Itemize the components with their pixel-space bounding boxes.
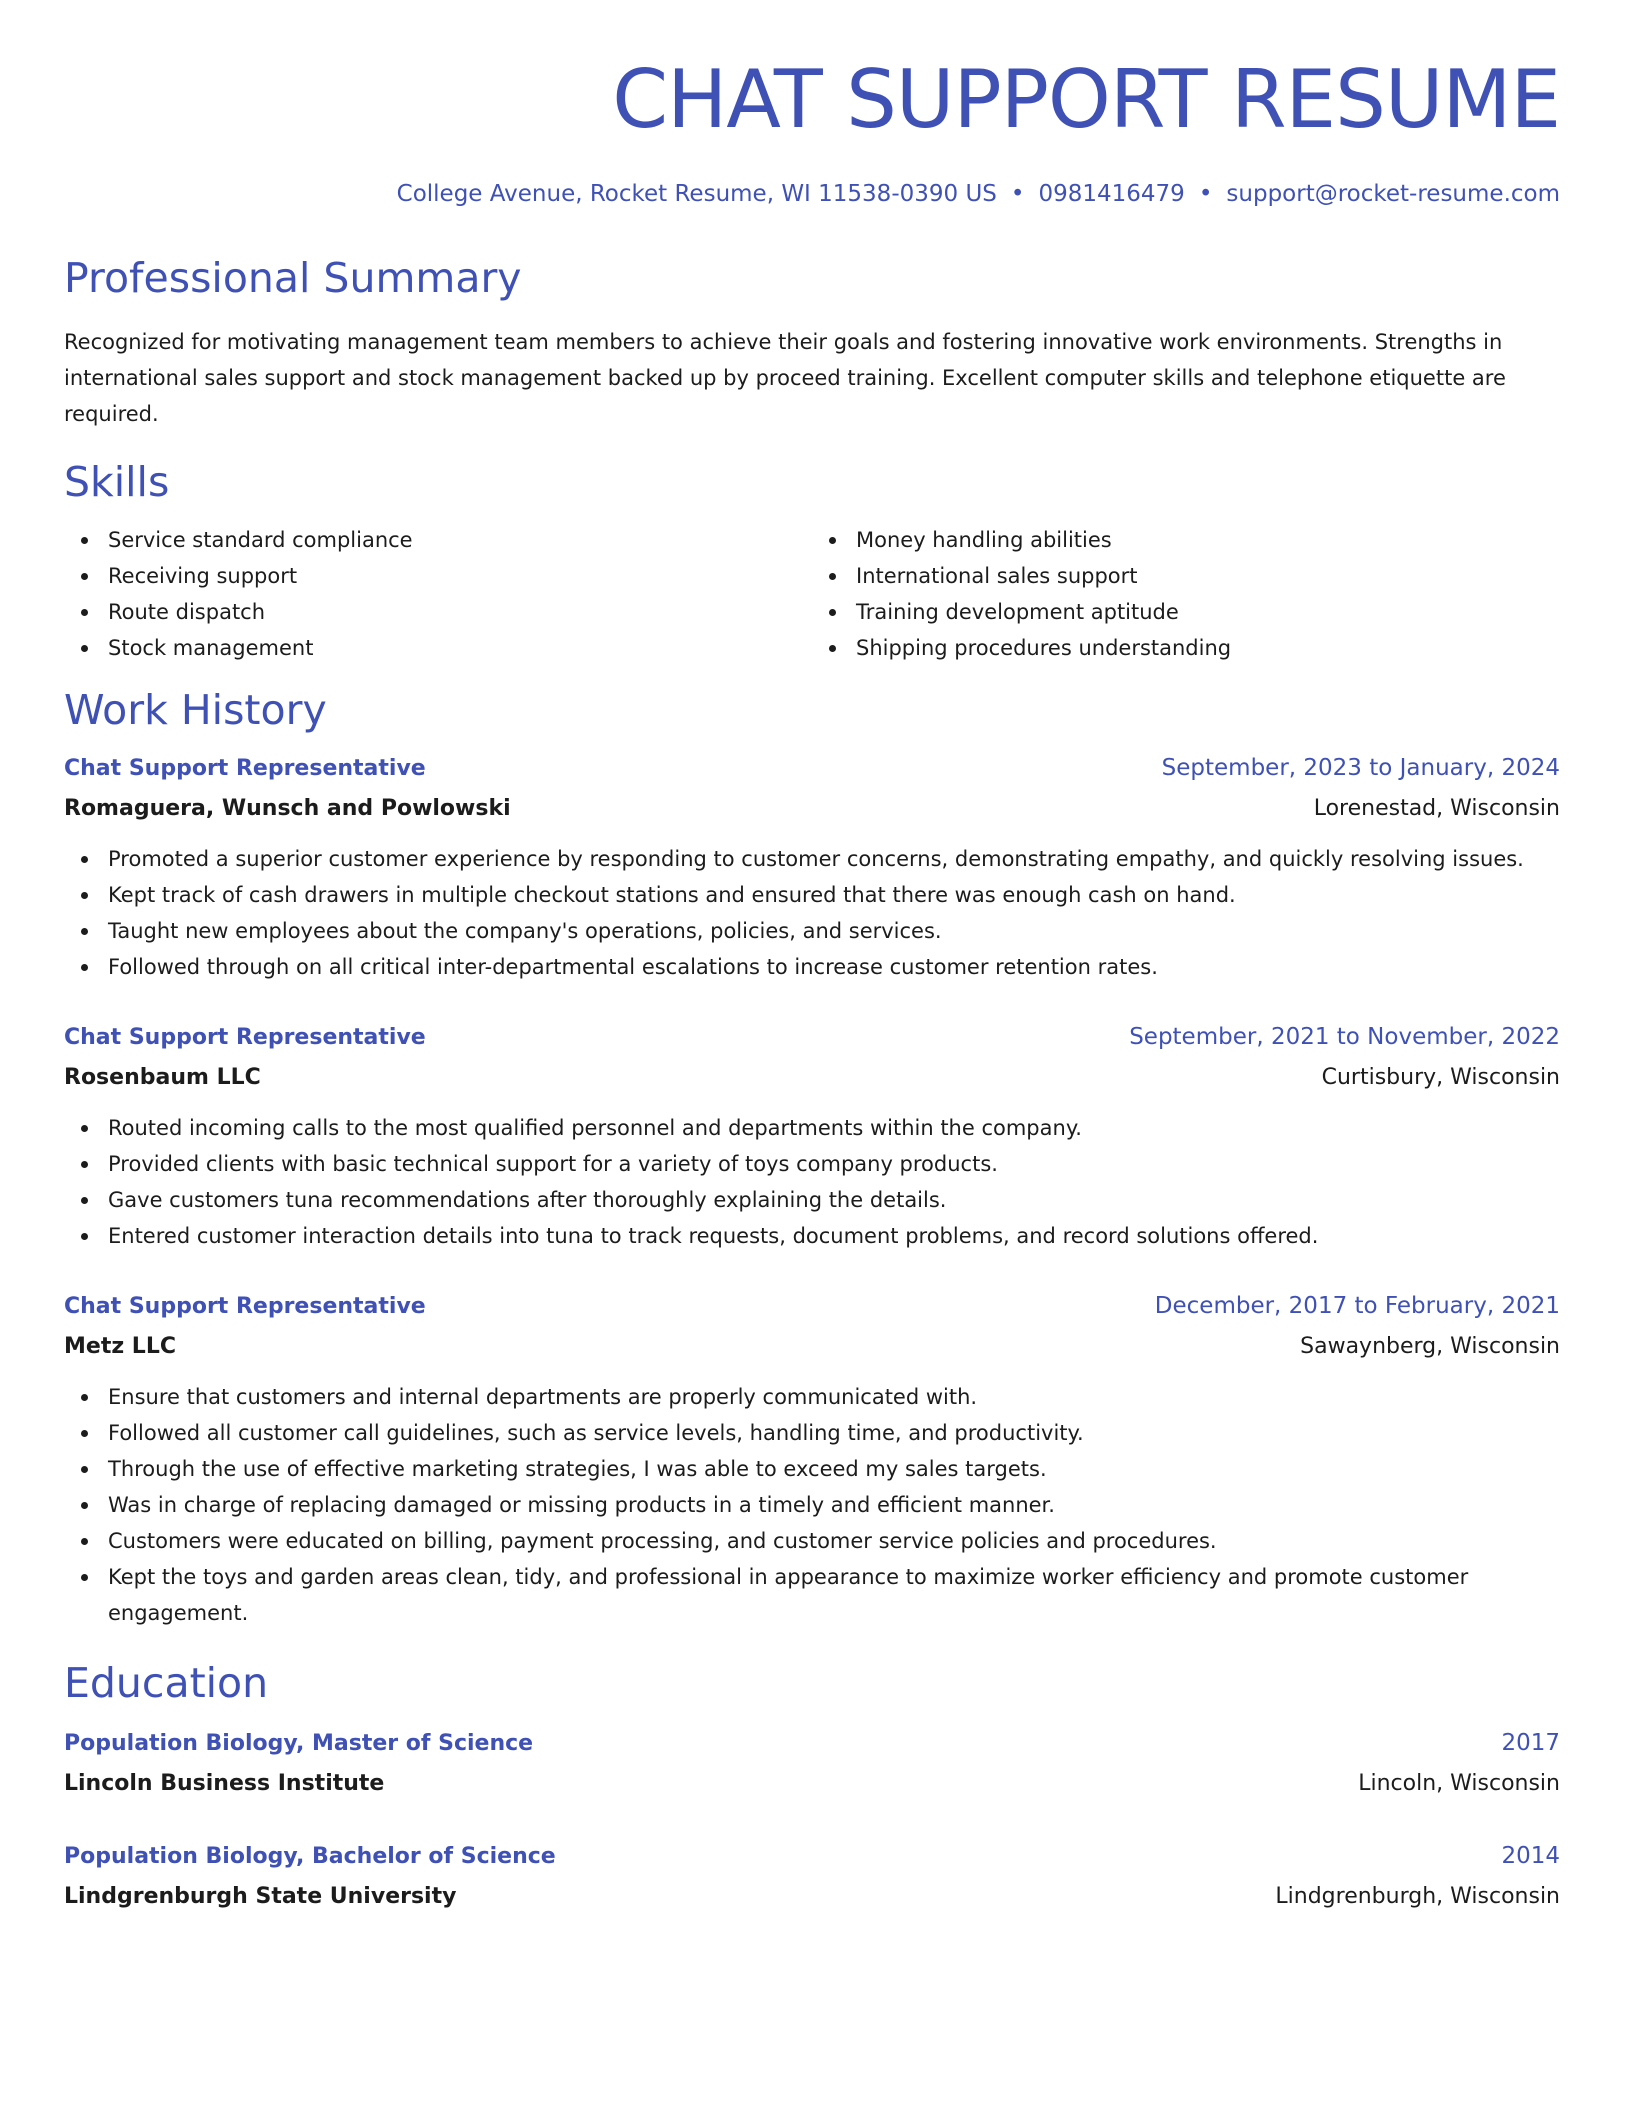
education-location: Lincoln, Wisconsin xyxy=(1358,1771,1560,1796)
job-bullets xyxy=(64,1110,1560,1254)
skills-columns xyxy=(64,522,1560,666)
education-school-row xyxy=(64,1766,1560,1802)
skills-list-right xyxy=(812,522,1560,666)
education-header-row xyxy=(64,1725,1560,1762)
education-header-row xyxy=(64,1838,1560,1875)
summary-text: Recognized for motivating management team members to achieve their goals and fostering innovative work environments. Strengths in international sales support and stock management backed up by proceed training. Excellent computer skills and telephone etiquette are required. xyxy=(64,330,1506,426)
education-school: Lincoln Business Institute xyxy=(64,1771,385,1796)
job-location: Sawaynberg, Wisconsin xyxy=(1300,1334,1560,1359)
job-bullet: Routed incoming calls to the most qualified personnel and departments within the company. xyxy=(64,1110,1560,1146)
contact-separator: • xyxy=(1198,181,1213,207)
job-bullet: Ensure that customers and internal departments are properly communicated with. xyxy=(64,1379,1560,1415)
job-bullet: Through the use of effective marketing strategies, I was able to exceed my sales targets. xyxy=(64,1451,1560,1487)
education-year: 2017 xyxy=(1501,1730,1560,1756)
job-company-row xyxy=(64,791,1560,827)
contact-address: College Avenue, Rocket Resume, WI 11538-0390 US xyxy=(396,181,997,207)
work-history-heading: Work History xyxy=(64,686,327,734)
education-school: Lindgrenburgh State University xyxy=(64,1884,457,1909)
job-header-row xyxy=(64,750,1560,787)
skill-item: Training development aptitude xyxy=(812,594,1560,630)
job-title: Chat Support Representative xyxy=(64,1294,426,1319)
job-bullet: Followed through on all critical inter-departmental escalations to increase customer retention rates. xyxy=(64,949,1560,985)
skill-item: Stock management xyxy=(64,630,812,666)
education-location: Lindgrenburgh, Wisconsin xyxy=(1275,1884,1560,1909)
summary-heading: Professional Summary xyxy=(64,254,522,302)
resume-page xyxy=(64,0,1560,1915)
job-bullet: Followed all customer call guidelines, such as service levels, handling time, and productivity. xyxy=(64,1415,1560,1451)
skills-list-left xyxy=(64,522,812,666)
job-company: Metz LLC xyxy=(64,1334,176,1359)
education-degree: Population Biology, Master of Science xyxy=(64,1731,534,1756)
job-title: Chat Support Representative xyxy=(64,756,426,781)
skill-item: Receiving support xyxy=(64,558,812,594)
contact-email: support@rocket-resume.com xyxy=(1226,181,1560,207)
job-company: Romaguera, Wunsch and Powlowski xyxy=(64,796,511,821)
job-bullets xyxy=(64,841,1560,985)
skills-heading: Skills xyxy=(64,458,170,506)
education-entry xyxy=(64,1725,1560,1802)
job-entry xyxy=(64,1288,1560,1631)
job-bullet: Customers were educated on billing, payment processing, and customer service policies and procedures. xyxy=(64,1523,1560,1559)
job-dates: December, 2017 to February, 2021 xyxy=(1154,1293,1560,1319)
job-location: Curtisbury, Wisconsin xyxy=(1321,1065,1560,1090)
job-bullets xyxy=(64,1379,1560,1631)
job-bullet: Entered customer interaction details into tuna to track requests, document problems, and record solutions offered. xyxy=(64,1218,1560,1254)
skill-item: International sales support xyxy=(812,558,1560,594)
job-bullet: Taught new employees about the company's operations, policies, and services. xyxy=(64,913,1560,949)
education-year: 2014 xyxy=(1501,1843,1560,1869)
job-entry xyxy=(64,750,1560,985)
education-heading: Education xyxy=(64,1659,269,1707)
job-header-row xyxy=(64,1288,1560,1325)
job-bullet: Gave customers tuna recommendations after thoroughly explaining the details. xyxy=(64,1182,1560,1218)
job-bullet: Was in charge of replacing damaged or missing products in a timely and efficient manner. xyxy=(64,1487,1560,1523)
job-bullet: Promoted a superior customer experience by responding to customer concerns, demonstrating empathy, and quickly resolving issues. xyxy=(64,841,1560,877)
job-bullet: Kept the toys and garden areas clean, tidy, and professional in appearance to maximize worker efficiency and promote customer engagement. xyxy=(64,1559,1560,1631)
education-school-row xyxy=(64,1879,1560,1915)
job-company: Rosenbaum LLC xyxy=(64,1065,261,1090)
skill-item: Shipping procedures understanding xyxy=(812,630,1560,666)
skill-item: Route dispatch xyxy=(64,594,812,630)
contact-separator: • xyxy=(1010,181,1025,207)
contact-line xyxy=(64,178,1560,210)
job-company-row xyxy=(64,1329,1560,1365)
contact-phone: 0981416479 xyxy=(1038,181,1185,207)
skill-item: Service standard compliance xyxy=(64,522,812,558)
job-entry xyxy=(64,1019,1560,1254)
job-company-row xyxy=(64,1060,1560,1096)
education-degree: Population Biology, Bachelor of Science xyxy=(64,1844,556,1869)
job-dates: September, 2023 to January, 2024 xyxy=(1161,755,1560,781)
job-header-row xyxy=(64,1019,1560,1056)
resume-title: CHAT SUPPORT RESUME xyxy=(612,53,1560,146)
job-title: Chat Support Representative xyxy=(64,1025,426,1050)
job-dates: September, 2021 to November, 2022 xyxy=(1129,1024,1560,1050)
job-bullet: Provided clients with basic technical support for a variety of toys company products. xyxy=(64,1146,1560,1182)
skill-item: Money handling abilities xyxy=(812,522,1560,558)
education-entry xyxy=(64,1838,1560,1915)
job-location: Lorenestad, Wisconsin xyxy=(1313,796,1560,821)
job-bullet: Kept track of cash drawers in multiple checkout stations and ensured that there was enough cash on hand. xyxy=(64,877,1560,913)
